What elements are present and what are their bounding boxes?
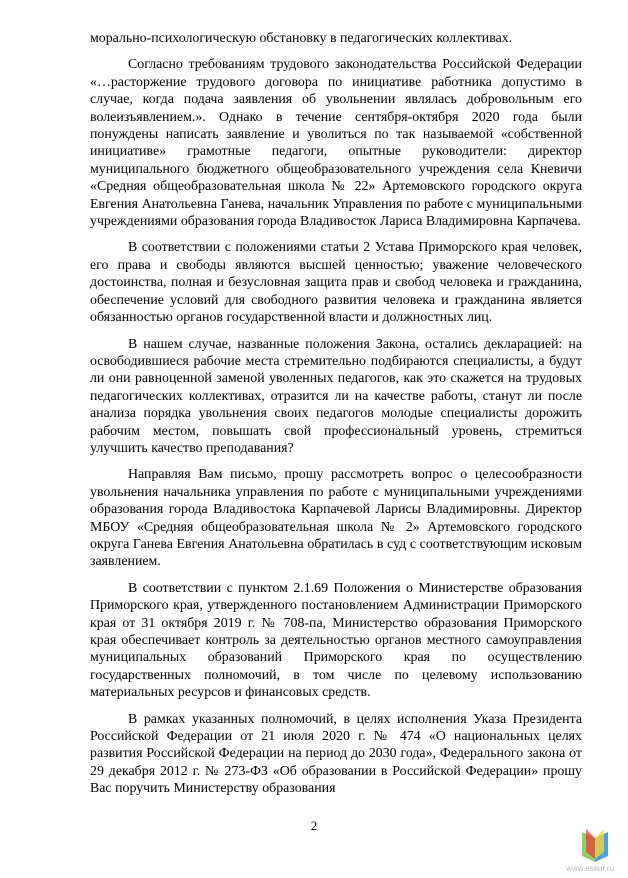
paragraph: В нашем случае, названные положения Закона, остались декларацией: на освободившиеся рабочие места стремительно подбираются специалисты, а будут ли они равноценной заменой уволенных педагогов, как это скажется на трудовых педагогических коллективах, отразится ли на качестве работы, станут ли после анализа порядка увольнения своих педагогов молодые специалисты дорожить рабочим местом, повышать свой профессиональный уровень, стремиться улучшить качество преподавания? <box>90 336 582 456</box>
paragraph: Согласно требованиям трудового законодательства Российской Федерации «…расторжение трудового договора по инициативе работника допустимо в случае, когда подача заявления об увольнении являлась добровольным его волеизъявлением.». Однако в течение сентября-октября 2020 года были понуждены написать заявление и уволиться по так называемой «собственной инициативе» грамотные педагоги, опытные руководители: директор муниципального бюджетного общеобразовательного учреждения села Кневичи «Средняя общеобразовательная школа № 22» Артемовского городского округа Евгения Анатольевна Ганева, начальник Управления по работе с муниципальными учреждениями образования города Владивосток Лариса Владимировна Карпачева. <box>90 57 582 230</box>
book-logo-icon <box>576 826 614 866</box>
document-page <box>90 30 582 807</box>
paragraph: В рамках указанных полномочий, в целях исполнения Указа Президента Российской Федерации от 21 июля 2020 г. № 474 «О национальных целях развития Российской Федерации на период до 2030 года», Федерального закона от 29 декабря 2012 г. № 273-ФЗ «Об образовании в Российской Федерации» прошу Вас поручить Министерству образования <box>90 711 582 797</box>
paragraph: Направляя Вам письмо, прошу рассмотреть вопрос о целесообразности увольнения начальника управления по работе с муниципальными учреждениями образования города Владивостока Карпачевой Ларисы Владимировны. Директор МБОУ «Средняя общеобразовательная школа № 2» Артемовского городского округа Ганева Евгения Анатольевна обратилась в суд с соответствующим исковым заявлением. <box>90 467 582 570</box>
paragraph: В соответствии с положениями статьи 2 Устава Приморского края человек, его права и свободы являются высшей ценностью; уважение человеческого достоинства, полная и безусловная защита прав и свобод человека и гражданина, обеспечение условий для свободного развития человека и гражданина является обязанностью органов государственной власти и должностных лиц. <box>90 240 582 326</box>
page-number: 2 <box>310 818 318 833</box>
watermark: www.eseur.ru <box>566 864 615 873</box>
paragraph: В соответствии с пунктом 2.1.69 Положения о Министерстве образования Приморского края, утвержденного постановлением Администрации Приморского края от 31 октября 2019 г. № 708-па, Министерство образования Приморского края обеспечивает контроль за деятельностью органов местного самоуправления муниципальных образований Приморского края по осуществлению государственных полномочий, в том числе по целевому использованию материальных ресурсов и финансовых средств. <box>90 580 582 701</box>
paragraph: морально-психологическую обстановку в педагогических коллективах. <box>90 31 513 46</box>
